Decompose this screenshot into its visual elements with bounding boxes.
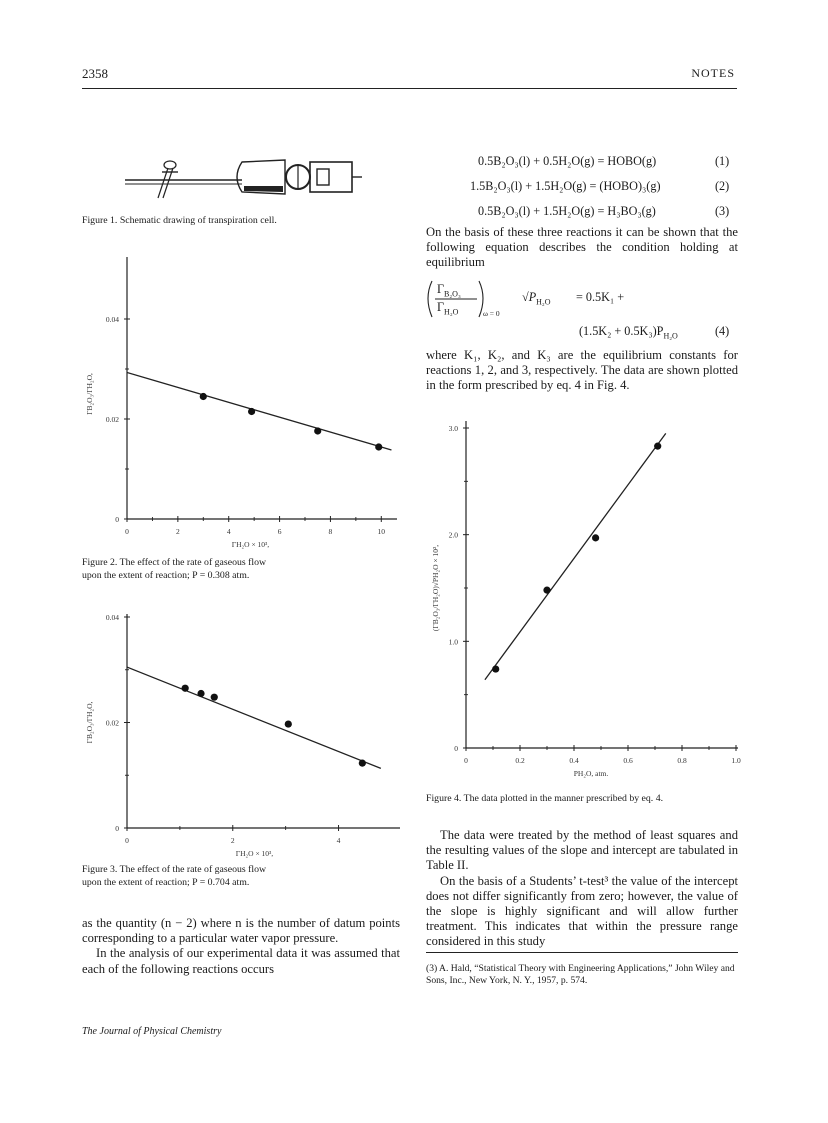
page-number: 2358	[82, 66, 108, 81]
right-paragraph-4: On the basis of a Students’ t-test³ the value of the intercept does not differ significantly from zero; however, the value of the slope is highly significant and will allow further treatment. This indicates that within the pressure range considered in this study	[426, 873, 738, 949]
figure2-x-tick-label: 0	[125, 527, 129, 536]
figure3-fit-line	[127, 667, 381, 768]
right-paragraph-1: On the basis of these three reactions it can be shown that the following equation describes the condition holding at equilibrium	[426, 225, 738, 270]
figure3-x-tick-label: 0	[125, 836, 129, 845]
figure4-x-tick-label: 0.8	[677, 756, 687, 765]
figure4-y-tick-label: 0	[454, 744, 458, 753]
right-lower-text	[426, 828, 738, 950]
figure3-data-point	[197, 690, 204, 697]
figure4-y-tick-label: 1.0	[448, 637, 458, 647]
figure2-x-tick-label: 8	[328, 527, 333, 536]
figure2-x-tick-label: 6	[277, 527, 282, 536]
figure2-data-point	[200, 393, 207, 400]
right-paragraph-2: where K₁, K₂, and K₃ are the equilibrium constants for reactions 1, 2, and 3, respectively. The data are shown plotted in the form prescribed by eq. 4 in Fig. 4.	[426, 348, 738, 393]
figure3-data-point	[182, 685, 189, 692]
eq4-denominator	[437, 300, 458, 316]
eq4-rhs-second-subscript: H₂O	[663, 331, 678, 341]
eq4-rhs-second-line	[579, 324, 678, 340]
equation-3: 0.5B₂O₃(l) + 1.5H₂O(g) = H₃BO₃(g)	[478, 204, 656, 218]
header-rule	[82, 88, 737, 89]
figure2-caption	[82, 556, 266, 582]
figure4-x-label: PH₂O, atm.	[573, 769, 609, 778]
figure2-x-tick-label: 4	[226, 527, 231, 536]
figure4-x-tick-label: 0.6	[623, 756, 633, 765]
eq4-rhs-second-text: (1.5K₂ + 0.5K₃)P	[579, 324, 664, 338]
figure2-data-point	[314, 427, 321, 434]
equation-4	[424, 279, 740, 345]
transpiration-cell-schematic	[120, 150, 370, 205]
left-column-text	[82, 916, 400, 977]
footnote-rule	[426, 952, 738, 953]
equation-2: 1.5B₂O₃(l) + 1.5H₂O(g) = (HOBO)₃(g)	[470, 179, 661, 193]
right-paragraph-3: The data were treated by the method of least squares and the resulting values of the slope and intercept are tabulated in Table II.	[426, 828, 738, 873]
figure3-y-tick-label: 0	[115, 824, 119, 833]
eq4-sqrt-symbol: √P	[522, 290, 537, 304]
figure2-data-point	[375, 443, 382, 450]
left-paragraph-1: as the quantity (n − 2) where n is the number of datum points corresponding to a particular water vapor pressure.	[82, 916, 400, 946]
figure4-data-point	[492, 665, 499, 672]
figure4-x-tick-label: 0	[464, 756, 468, 765]
figure4-chart	[426, 416, 746, 786]
figure3-data-point	[359, 760, 366, 767]
figure2-y-tick-label: 0.04	[105, 315, 119, 324]
figure2-caption-line2: upon the extent of reaction; P = 0.308 atm.	[82, 570, 250, 581]
equation-1-number: (1)	[715, 154, 730, 168]
figure4-fit-line	[485, 433, 666, 679]
figure4-x-tick-label: 0.4	[569, 756, 579, 765]
eq4-sqrt-subscript: H₂O	[536, 297, 551, 307]
eq4-rhs-first-line: = 0.5K₁ +	[576, 290, 625, 304]
footnote: (3) A. Hald, “Statistical Theory with Engineering Applications,” John Wiley and Sons, Inc., New York, N. Y., 1957, p. 574.	[426, 963, 735, 986]
figure3-x-label: ΓH₂O × 10³,	[235, 849, 274, 858]
eq4-sqrt-term	[522, 290, 550, 306]
section-title: NOTES	[691, 66, 735, 80]
figure3-caption	[82, 863, 266, 889]
eq4-denominator-subscript: H₂O	[444, 307, 459, 317]
figure3-caption-line2: upon the extent of reaction; P = 0.704 atm.	[82, 877, 250, 888]
figure3-y-tick-label: 0.02	[105, 718, 119, 728]
figure4-y-tick-label: 2.0	[448, 530, 458, 540]
equation-4-number: (4)	[715, 324, 730, 338]
figure2-y-tick-label: 0.02	[105, 415, 119, 424]
figure4-x-tick-label: 1.0	[731, 756, 741, 765]
figure4-x-tick-label: 0.2	[515, 756, 525, 765]
eq4-numerator-symbol: Γ	[437, 282, 445, 296]
figure4-data-point	[543, 587, 550, 594]
figure4-y-label: (ΓB₂O₃/ΓH₂O)√PH₂O × 10²,	[431, 544, 440, 632]
left-paragraph-2: In the analysis of our experimental data it was assumed that each of the following reactions occurs	[82, 946, 400, 976]
figure2-y-label: ΓB₂O₃/ΓH₂O,	[85, 373, 94, 415]
figure2-data-point	[248, 408, 255, 415]
figure3-y-tick-label: 0.04	[105, 613, 119, 622]
figure3-caption-line1: Figure 3. The effect of the rate of gaseous flow	[82, 864, 267, 875]
equation-1: 0.5B₂O₃(l) + 0.5H₂O(g) = HOBO(g)	[478, 154, 657, 168]
figure2-caption-line1: Figure 2. The effect of the rate of gaseous flow	[82, 557, 267, 568]
eq4-numerator	[437, 282, 461, 298]
figure3-chart	[82, 606, 402, 856]
figure4-data-point	[654, 443, 661, 450]
eq4-numerator-subscript: B₂O₃	[444, 289, 461, 299]
figure2-chart	[82, 252, 402, 549]
eq4-denominator-symbol: Γ	[437, 300, 445, 314]
figure3-data-point	[211, 694, 218, 701]
figure2-y-tick-label: 0	[115, 515, 119, 524]
figure3-x-tick-label: 4	[336, 836, 341, 845]
equation-2-number: (2)	[715, 179, 730, 193]
figure1-caption: Figure 1. Schematic drawing of transpiration cell.	[82, 215, 277, 226]
figure4-y-tick-label: 3.0	[448, 424, 458, 433]
equation-3-number: (3)	[715, 204, 730, 218]
figure2-x-tick-label: 10	[377, 527, 386, 536]
journal-footer: The Journal of Physical Chemistry	[82, 1026, 222, 1037]
figure2-x-label: ΓH₂O × 10³,	[231, 540, 270, 549]
figure4-caption: Figure 4. The data plotted in the manner prescribed by eq. 4.	[426, 793, 664, 804]
figure3-data-point	[285, 720, 292, 727]
figure2-x-tick-label: 2	[175, 527, 180, 536]
eq4-limit: ω = 0	[483, 309, 500, 318]
figure3-x-tick-label: 2	[230, 836, 235, 845]
figure4-data-point	[592, 534, 599, 541]
figure2-fit-line	[127, 373, 391, 451]
figure3-y-label: ΓB₂O₃/ΓH₂O,	[85, 701, 94, 744]
